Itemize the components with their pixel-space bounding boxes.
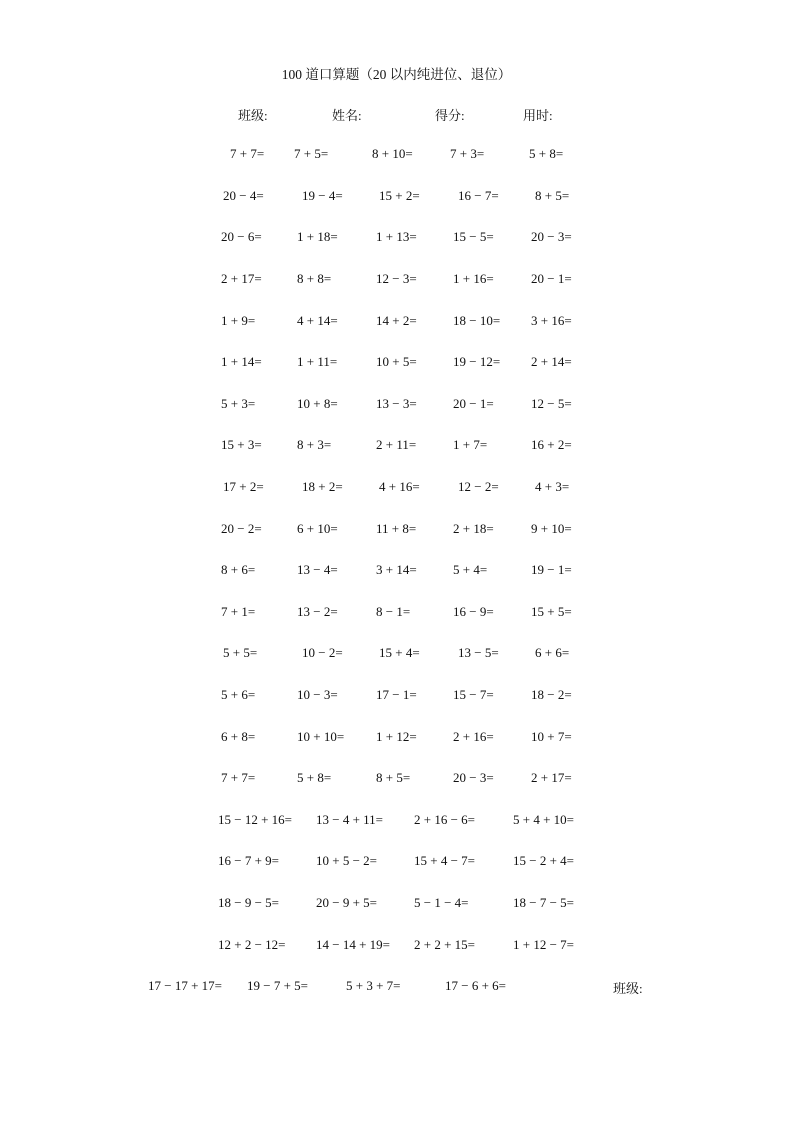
math-problem: 1 + 18= <box>297 229 338 244</box>
math-problem: 4 + 3= <box>535 479 570 494</box>
math-problem: 15 + 5= <box>531 604 572 619</box>
math-problem: 10 + 5 − 2= <box>316 853 377 868</box>
math-problem: 15 + 3= <box>221 437 262 452</box>
class-field-label-repeat: 班级: <box>613 981 643 996</box>
math-problem: 16 − 9= <box>453 604 494 619</box>
math-problem: 12 − 5= <box>531 396 572 411</box>
score-field-label: 得分: <box>435 108 465 123</box>
math-problem: 8 + 3= <box>297 437 332 452</box>
math-problem: 14 − 14 + 19= <box>316 937 390 952</box>
math-problem: 20 − 9 + 5= <box>316 895 377 910</box>
math-problem: 19 − 12= <box>453 354 501 369</box>
math-problem: 16 − 7= <box>458 188 499 203</box>
math-problem: 1 + 12= <box>376 729 417 744</box>
math-problem: 20 − 1= <box>531 271 572 286</box>
math-problem: 12 − 2= <box>458 479 499 494</box>
math-problem: 2 + 18= <box>453 521 494 536</box>
math-problem: 17 + 2= <box>223 479 264 494</box>
math-problem: 1 + 16= <box>453 271 494 286</box>
math-problem: 16 − 7 + 9= <box>218 853 279 868</box>
math-problem: 8 + 5= <box>535 188 570 203</box>
math-problem: 6 + 8= <box>221 729 256 744</box>
math-problem: 5 + 4 + 10= <box>513 812 574 827</box>
math-problem: 8 − 1= <box>376 604 411 619</box>
math-problem: 10 − 2= <box>302 645 343 660</box>
math-problem: 1 + 9= <box>221 313 256 328</box>
math-problem: 15 − 7= <box>453 687 494 702</box>
math-problem: 15 − 2 + 4= <box>513 853 574 868</box>
math-problem: 2 + 16= <box>453 729 494 744</box>
math-problem: 5 + 8= <box>529 146 564 161</box>
math-problem: 2 + 11= <box>376 437 417 452</box>
math-problem: 15 − 5= <box>453 229 494 244</box>
math-problem: 9 + 10= <box>531 521 572 536</box>
math-problem: 1 + 12 − 7= <box>513 937 574 952</box>
math-problem: 18 − 7 − 5= <box>513 895 574 910</box>
math-problem: 1 + 11= <box>297 354 338 369</box>
math-problem: 19 − 7 + 5= <box>247 978 308 993</box>
math-problem: 20 − 2= <box>221 521 262 536</box>
math-problem: 2 + 17= <box>221 271 262 286</box>
math-problem: 5 + 3= <box>221 396 256 411</box>
math-problem: 20 − 4= <box>223 188 264 203</box>
math-problem: 17 − 1= <box>376 687 417 702</box>
math-problem: 17 − 6 + 6= <box>445 978 506 993</box>
math-problem: 11 + 8= <box>376 521 417 536</box>
math-problem: 5 − 1 − 4= <box>414 895 469 910</box>
math-problem: 2 + 2 + 15= <box>414 937 475 952</box>
math-problem: 20 − 1= <box>453 396 494 411</box>
math-problem: 1 + 14= <box>221 354 262 369</box>
math-problem: 5 + 4= <box>453 562 488 577</box>
math-problem: 10 − 3= <box>297 687 338 702</box>
math-problem: 3 + 14= <box>376 562 417 577</box>
math-problem: 13 − 5= <box>458 645 499 660</box>
math-problem: 14 + 2= <box>376 313 417 328</box>
math-problem: 12 + 2 − 12= <box>218 937 286 952</box>
math-problem: 17 − 17 + 17= <box>148 978 222 993</box>
math-problem: 18 − 10= <box>453 313 501 328</box>
time-field-label: 用时: <box>523 108 553 123</box>
math-problem: 8 + 10= <box>372 146 413 161</box>
math-problem: 8 + 8= <box>297 271 332 286</box>
math-problem: 13 − 4 + 11= <box>316 812 384 827</box>
math-problem: 15 + 2= <box>379 188 420 203</box>
math-problem: 5 + 6= <box>221 687 256 702</box>
math-problem: 13 − 2= <box>297 604 338 619</box>
math-problem: 7 + 7= <box>230 146 265 161</box>
math-problem: 5 + 8= <box>297 770 332 785</box>
math-problem: 12 − 3= <box>376 271 417 286</box>
math-problem: 15 + 4 − 7= <box>414 853 475 868</box>
worksheet-title: 100 道口算题（20 以内纯进位、退位） <box>281 67 512 82</box>
math-problem: 8 + 5= <box>376 770 411 785</box>
math-problem: 10 + 10= <box>297 729 345 744</box>
math-problem: 1 + 13= <box>376 229 417 244</box>
math-problem: 7 + 5= <box>294 146 329 161</box>
math-problem: 3 + 16= <box>531 313 572 328</box>
math-problem: 13 − 3= <box>376 396 417 411</box>
math-problem: 15 − 12 + 16= <box>218 812 292 827</box>
math-problem: 10 + 7= <box>531 729 572 744</box>
math-problem: 7 + 7= <box>221 770 256 785</box>
math-problem: 18 − 2= <box>531 687 572 702</box>
math-problem: 5 + 3 + 7= <box>346 978 401 993</box>
math-problem: 18 − 9 − 5= <box>218 895 279 910</box>
math-problem: 20 − 3= <box>453 770 494 785</box>
math-problem: 16 + 2= <box>531 437 572 452</box>
math-problem: 2 + 14= <box>531 354 572 369</box>
math-problem: 20 − 6= <box>221 229 262 244</box>
name-field-label: 姓名: <box>332 108 362 123</box>
math-problem: 5 + 5= <box>223 645 258 660</box>
math-problem: 10 + 8= <box>297 396 338 411</box>
math-problem: 19 − 4= <box>302 188 343 203</box>
math-problem: 6 + 10= <box>297 521 338 536</box>
math-problem: 2 + 16 − 6= <box>414 812 475 827</box>
math-problem: 1 + 7= <box>453 437 488 452</box>
math-problem: 4 + 14= <box>297 313 338 328</box>
math-problem: 6 + 6= <box>535 645 570 660</box>
math-problem: 8 + 6= <box>221 562 256 577</box>
math-problem: 2 + 17= <box>531 770 572 785</box>
math-problem: 19 − 1= <box>531 562 572 577</box>
math-problem: 18 + 2= <box>302 479 343 494</box>
math-problem: 20 − 3= <box>531 229 572 244</box>
math-problem: 15 + 4= <box>379 645 420 660</box>
math-problem: 7 + 3= <box>450 146 485 161</box>
math-problem: 10 + 5= <box>376 354 417 369</box>
math-problem: 4 + 16= <box>379 479 420 494</box>
math-problem: 7 + 1= <box>221 604 256 619</box>
class-field-label: 班级: <box>238 108 268 123</box>
math-problem: 13 − 4= <box>297 562 338 577</box>
